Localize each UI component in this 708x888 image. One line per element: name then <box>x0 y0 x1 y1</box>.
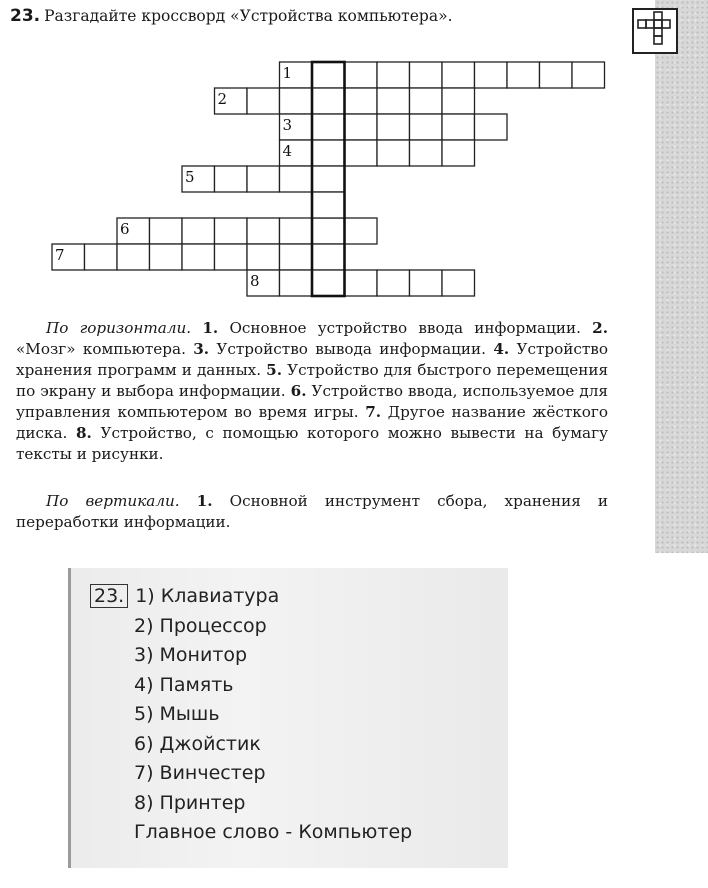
task-number: 23. <box>10 6 41 26</box>
crossword-cell <box>475 114 508 140</box>
answer-number-box: 23. <box>90 584 128 608</box>
crossword-cell <box>345 114 378 140</box>
clue-text: «Мозг» компьютера. <box>16 340 186 358</box>
answer-item: 1) Клавиатура <box>135 585 280 607</box>
crossword-cell <box>312 218 345 244</box>
crossword-cell <box>247 218 280 244</box>
crossword-cell <box>312 166 345 192</box>
crossword-cell <box>215 166 248 192</box>
clue-text: Устройство, с помощью которого можно вывести на бумагу тексты и рисунки. <box>16 424 609 463</box>
clue-text: Другое название жёсткого диска. <box>16 403 609 442</box>
answer-item: 5) Мышь <box>134 703 220 725</box>
crossword-cell <box>442 140 475 166</box>
crossword-cell <box>410 140 443 166</box>
cell-number: 6 <box>120 220 130 238</box>
clue-text: Основное устройство ввода информации. <box>229 319 581 337</box>
clue-number: 2. <box>592 319 609 337</box>
crossword-cell <box>410 62 443 88</box>
crossword-cell <box>345 218 378 244</box>
crossword-cell <box>312 244 345 270</box>
crossword-cell <box>475 62 508 88</box>
crossword-cell <box>345 88 378 114</box>
task-title: Разгадайте кроссворд «Устройства компьютера». <box>44 7 453 25</box>
crossword-cell <box>345 140 378 166</box>
crossword-cell <box>312 270 345 296</box>
crossword-cell <box>312 114 345 140</box>
crossword-cell <box>507 62 540 88</box>
horizontal-clues <box>16 318 608 465</box>
answer-item: 4) Память <box>134 673 234 696</box>
crossword-cell <box>280 244 313 270</box>
clue-number: 1. <box>196 492 213 510</box>
page-edge-texture <box>655 0 708 553</box>
cell-number: 3 <box>282 116 293 134</box>
crossword-cell <box>442 114 475 140</box>
crossword-cell <box>117 244 150 270</box>
crossword-cell <box>85 244 118 270</box>
cell-number: 4 <box>282 142 293 160</box>
crossword-cell <box>572 62 605 88</box>
clue-text: Устройство вывода информации. <box>216 340 486 358</box>
crossword-cell <box>280 270 313 296</box>
panel-edge <box>68 568 71 868</box>
clue-number: 4. <box>493 340 510 358</box>
crossword-cell <box>410 114 443 140</box>
crossword-cell <box>312 192 345 218</box>
clue-number: 7. <box>365 403 382 421</box>
cell-number: 7 <box>55 246 65 264</box>
crossword-cell <box>377 88 410 114</box>
answer-item: 7) Винчестер <box>134 762 266 784</box>
crossword-cell <box>345 270 378 296</box>
crossword-cell <box>280 88 313 114</box>
crossword-cell <box>247 166 280 192</box>
crossword-cell <box>377 114 410 140</box>
clue-number: 6. <box>290 382 307 400</box>
clue-number: 3. <box>193 340 210 358</box>
answer-item: 3) Монитор <box>134 644 248 666</box>
crossword-cell <box>442 62 475 88</box>
clue-number: 5. <box>266 361 283 379</box>
cell-number: 8 <box>250 272 260 290</box>
crossword-cell <box>377 140 410 166</box>
vertical-clues <box>16 491 608 533</box>
crossword-cell <box>247 244 280 270</box>
cell-number: 2 <box>217 90 228 108</box>
clue-number: 8. <box>75 424 92 442</box>
crossword-cell <box>280 166 313 192</box>
crossword-cell <box>247 88 280 114</box>
cell-number: 5 <box>185 168 195 186</box>
crossword-grid <box>0 0 655 300</box>
answer-main-word: Главное слово - Компьютер <box>134 821 413 843</box>
horizontal-label: По горизонтали. <box>46 319 192 337</box>
crossword-cell <box>540 62 573 88</box>
crossword-cell <box>150 218 183 244</box>
answer-list <box>90 582 412 848</box>
crossword-cell <box>182 218 215 244</box>
crossword-cell <box>442 88 475 114</box>
crossword-cell <box>312 62 345 88</box>
crossword-cell <box>215 244 248 270</box>
crossword-cell <box>312 140 345 166</box>
clue-text: Основной инструмент сбора, хранения и переработки информации. <box>16 492 609 531</box>
vertical-label: По вертикали. <box>46 492 180 510</box>
answer-item: 2) Процессор <box>134 614 267 637</box>
answer-item: 6) Джойстик <box>134 732 261 755</box>
crossword-cell <box>377 270 410 296</box>
clue-number: 1. <box>202 319 219 337</box>
crossword-cell <box>280 218 313 244</box>
crossword-cell <box>377 62 410 88</box>
clue-text: Устройство для быстрого перемещения по экрану и выбора информации. <box>16 361 609 400</box>
crossword-cell <box>150 244 183 270</box>
answer-item: 8) Принтер <box>134 791 246 814</box>
clue-text: Устройство хранения программ и данных. <box>16 340 608 379</box>
crossword-cell <box>345 62 378 88</box>
clue-text: Устройство ввода, используемое для управления компьютером во время игры. <box>16 382 608 421</box>
crossword-cell <box>312 88 345 114</box>
crossword-cell <box>182 244 215 270</box>
crossword-cell <box>442 270 475 296</box>
crossword-cell <box>215 218 248 244</box>
cell-number: 1 <box>282 64 293 82</box>
crossword-cell <box>410 88 443 114</box>
crossword-cell <box>410 270 443 296</box>
